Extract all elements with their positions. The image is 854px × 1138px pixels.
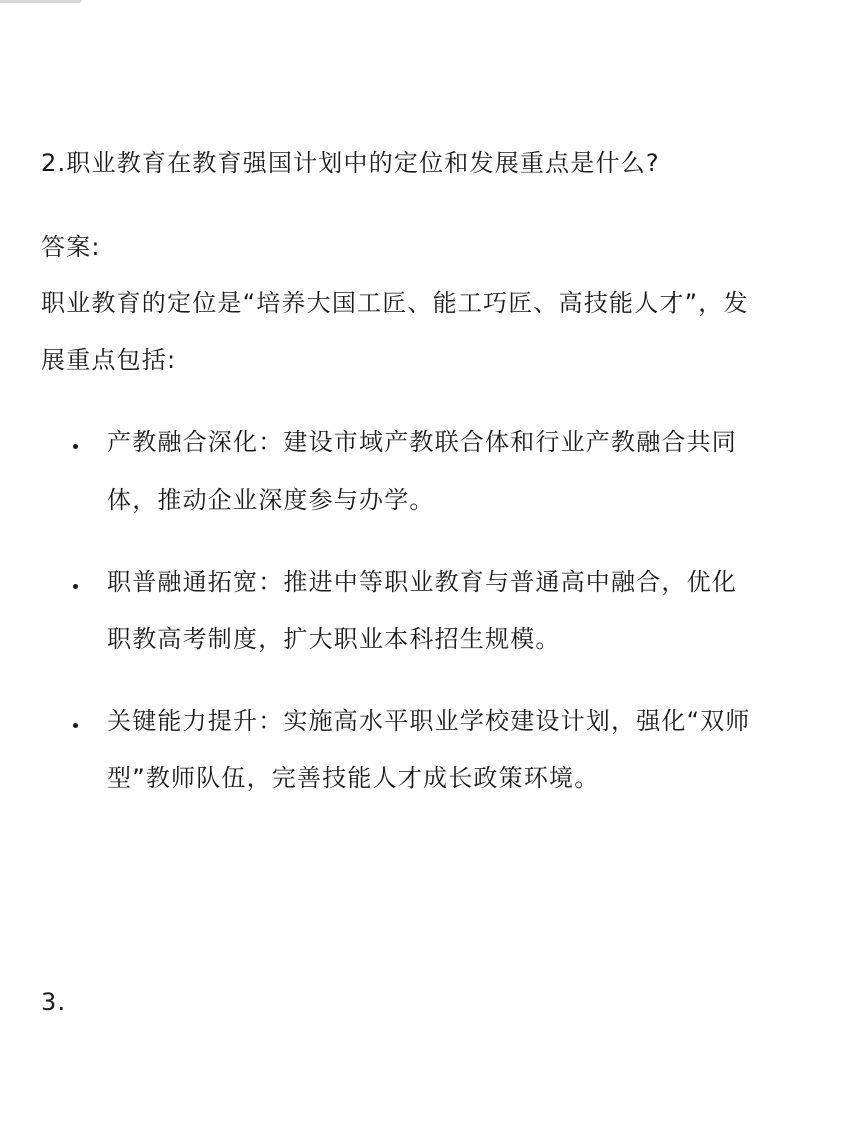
bullet-dot-icon bbox=[73, 584, 78, 589]
bullet-text-line-1: 职普融通拓宽：推进中等职业教育与普通高中融合，优化 bbox=[107, 568, 737, 596]
question-title: 2.职业教育在教育强国计划中的定位和发展重点是什么? bbox=[41, 149, 660, 177]
answer-intro-line-1: 职业教育的定位是“培养大国工匠、能工巧匠、高技能人才”，发 bbox=[41, 289, 749, 317]
bullet-dot-icon bbox=[73, 723, 78, 728]
bullet-text-line-2: 型”教师队伍，完善技能人才成长政策环境。 bbox=[107, 764, 600, 792]
answer-intro-line-2: 展重点包括: bbox=[41, 346, 177, 374]
bullet-text-line-2: 体，推动企业深度参与办学。 bbox=[107, 486, 435, 514]
bullet-text-line-1: 产教融合深化：建设市域产教联合体和行业产教融合共同 bbox=[107, 428, 737, 456]
bullet-text-line-2: 职教高考制度，扩大职业本科招生规模。 bbox=[107, 625, 561, 653]
answer-label: 答案: bbox=[41, 233, 101, 261]
bullet-dot-icon bbox=[73, 444, 78, 449]
bullet-text-line-1: 关键能力提升：实施高水平职业学校建设计划，强化“双师 bbox=[107, 707, 751, 735]
top-scroll-indicator bbox=[0, 0, 82, 3]
next-item-number: 3. bbox=[41, 988, 67, 1016]
